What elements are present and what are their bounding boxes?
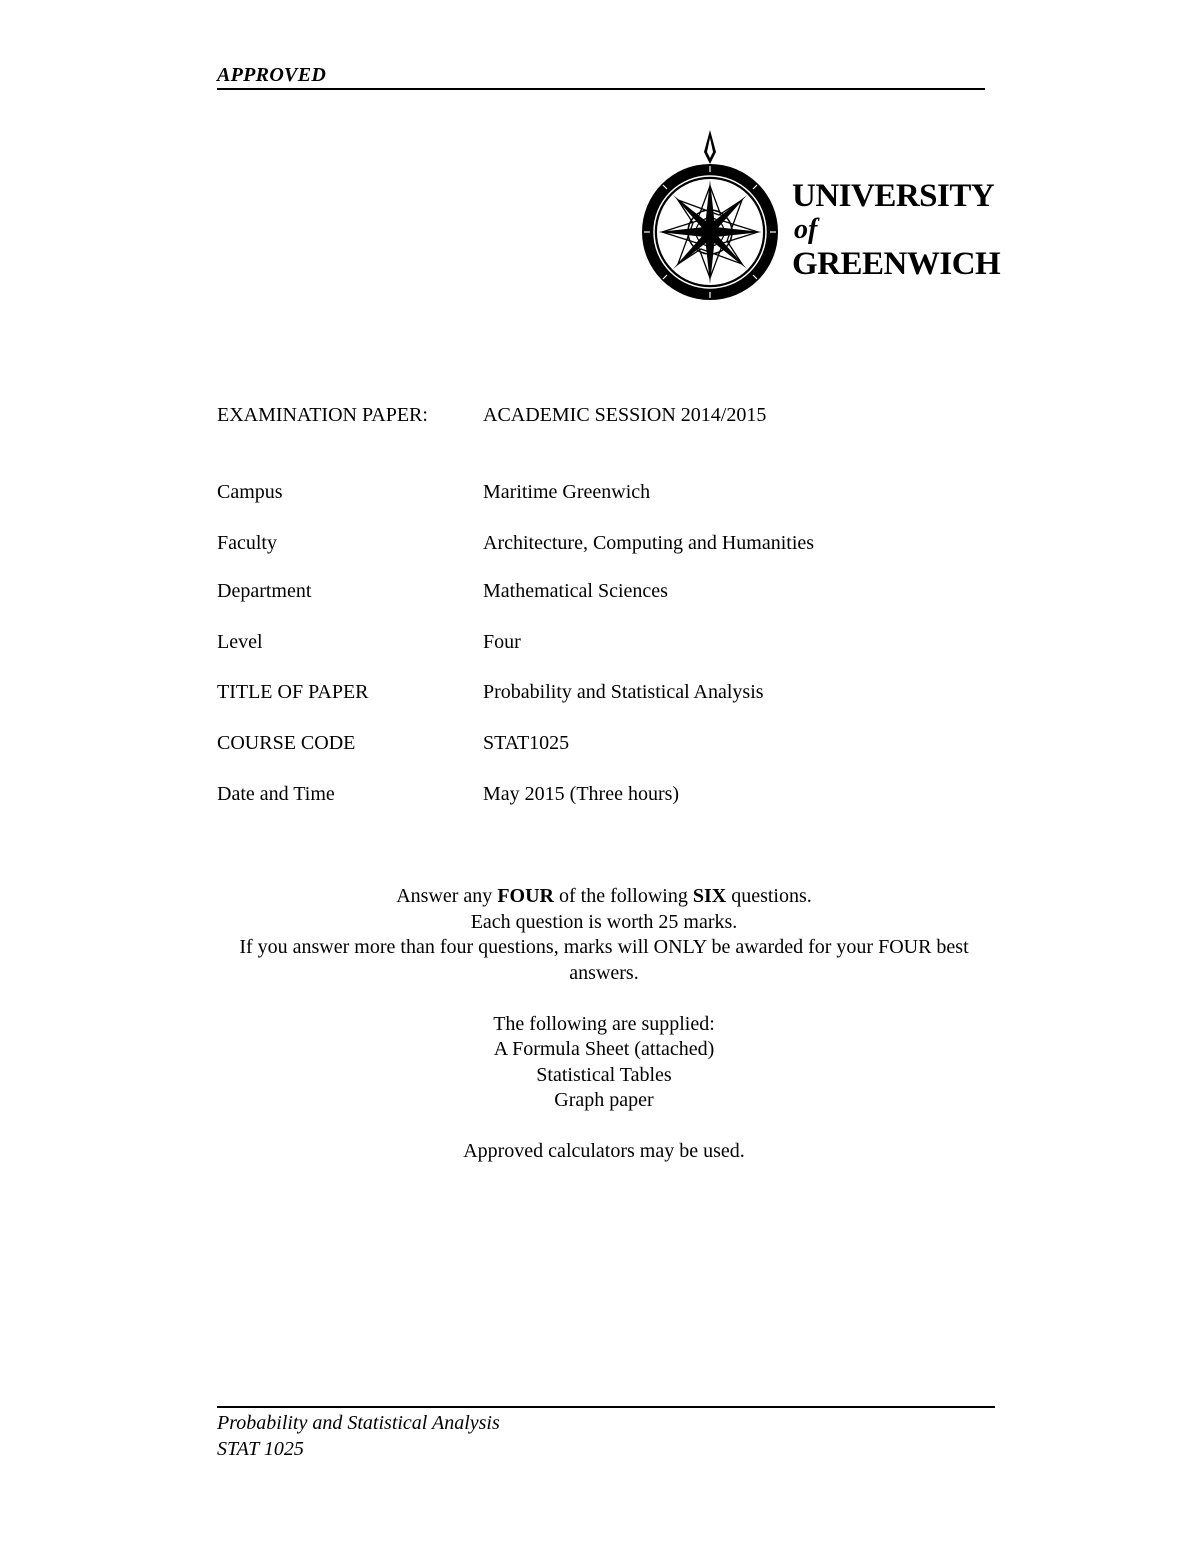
university-logo	[640, 130, 1000, 308]
marks-per-question: Each question is worth 25 marks.	[470, 910, 738, 933]
department-value: Mathematical Sciences	[483, 580, 668, 602]
level-value: Four	[483, 631, 521, 653]
campus-label: Campus	[217, 481, 283, 503]
exam-instructions	[217, 884, 991, 1165]
footer-paper-title: Probability and Statistical Analysis	[217, 1412, 500, 1434]
page-footer	[217, 1410, 500, 1462]
paper-title-label: TITLE OF PAPER	[217, 681, 369, 703]
campus-value: Maritime Greenwich	[483, 481, 651, 503]
wordmark-of: of	[794, 214, 818, 245]
course-code-label: COURSE CODE	[217, 732, 356, 754]
calculator-note: Approved calculators may be used.	[463, 1140, 745, 1162]
department-label: Department	[217, 580, 312, 602]
faculty-value: Architecture, Computing and Humanities	[483, 532, 815, 554]
date-time-value: May 2015 (Three hours)	[483, 783, 680, 805]
answer-instruction: Answer any FOUR of the following SIX questions.	[396, 885, 812, 907]
footer-divider	[217, 1406, 995, 1408]
approved-header: APPROVED	[217, 64, 327, 86]
supplied-item: Statistical Tables	[536, 1063, 672, 1086]
supplied-heading: The following are supplied:	[493, 1012, 715, 1035]
course-code-value: STAT1025	[483, 732, 570, 754]
paper-title-value: Probability and Statistical Analysis	[483, 681, 764, 703]
university-wordmark	[792, 180, 1000, 281]
footer-course-code: STAT 1025	[217, 1438, 304, 1460]
academic-session-value: ACADEMIC SESSION 2014/2015	[483, 404, 767, 426]
header-divider	[217, 88, 985, 90]
wordmark-university: UNIVERSITY	[792, 178, 995, 214]
supplied-item: Graph paper	[554, 1089, 654, 1111]
extra-answers-note: If you answer more than four questions, marks will ONLY be awarded for your FOUR best answers.	[239, 936, 969, 984]
faculty-label: Faculty	[217, 532, 277, 554]
supplied-item: A Formula Sheet (attached)	[493, 1038, 715, 1060]
exam-paper-label: EXAMINATION PAPER:	[217, 404, 428, 426]
level-label: Level	[217, 631, 263, 653]
wordmark-greenwich: GREENWICH	[792, 246, 1001, 282]
question-total: SIX	[692, 885, 727, 907]
date-time-label: Date and Time	[217, 783, 335, 805]
answer-count: FOUR	[497, 885, 554, 907]
compass-rose-icon	[640, 130, 780, 308]
